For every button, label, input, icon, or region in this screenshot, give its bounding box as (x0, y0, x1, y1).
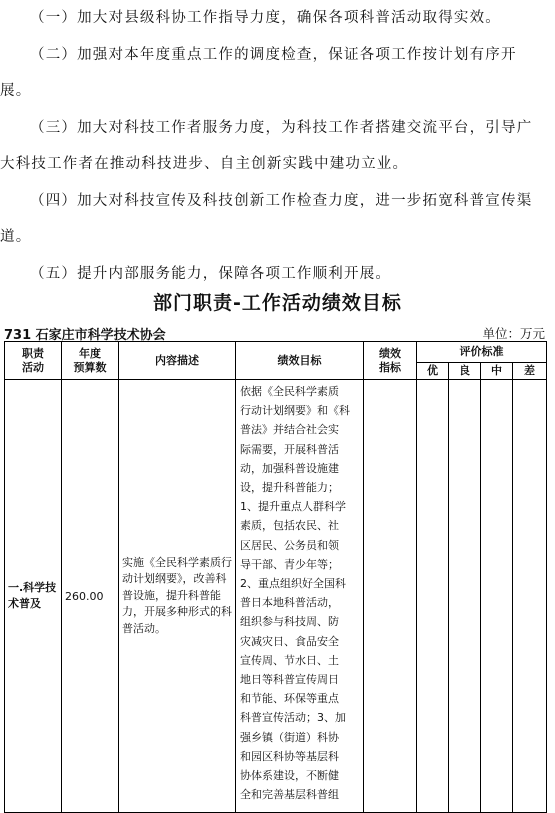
paragraph-5: （五）提升内部服务能力，保障各项工作顺利开展。 (30, 266, 392, 282)
header-grade-good: 良 (449, 363, 481, 380)
header-grade-poor: 差 (513, 363, 547, 380)
cell-grade-medium (481, 380, 513, 813)
section-title: 部门职责-工作活动绩效目标 (153, 292, 402, 314)
cell-grade-good (449, 380, 481, 813)
paragraph-1: （一）加大对县级科协工作指导力度，确保各项科普活动取得实效。 (30, 10, 501, 26)
table-row (5, 380, 547, 813)
paragraph-3: （三）加大对科技工作者服务力度，为科技工作者搭建交流平台，引导广大科技工作者在推动科技进步、自主创新实践中建功立业。 (0, 120, 533, 172)
cell-indicator (364, 380, 417, 813)
header-budget: 年度 预算数 (62, 342, 119, 380)
cell-grade-excellent (417, 380, 449, 813)
header-indicator: 绩效 指标 (364, 342, 417, 380)
header-func: 职责 活动 (5, 342, 62, 380)
cell-budget: 260.00 (62, 380, 119, 813)
header-grade-excellent: 优 (417, 363, 449, 380)
unit-label: 单位：万元 (482, 326, 545, 341)
paragraph-4: （四）加大对科技宣传及科技创新工作检查力度，进一步拓宽科普宣传渠道。 (0, 193, 533, 245)
header-content: 内容描述 (119, 342, 236, 380)
performance-table (4, 341, 547, 813)
cell-grade-poor (513, 380, 547, 813)
paragraph-2: （二）加强对本年度重点工作的调度检查，保证各项工作按计划有序开展。 (0, 47, 517, 99)
cell-goal-text: 依据《全民科学素质 行动计划纲要》和《科 普法》并结合社会实 际需要，开展科普活 动，加强科普设施建 设，提升科普能力； 1、提升重点人群科学 素质，包括农民、社 区居民、公务员和领 导干部、青少年等； 2、重点组织好全国科 普日本地科普活动， 组织参与科技周、防 灾减灾日、食品安全 宣传周、节水日、土 地日等科普宣传周日 和节能、环保等重点 科普宣传活动；3、加 强乡镇（街道）科协 和园区科协等基层科 协体系建设，不断健 全和完善基层科普组 (240, 385, 350, 802)
org-name: 731 石家庄市科学技术协会 (4, 328, 166, 343)
header-grade-medium: 中 (481, 363, 513, 380)
cell-func: 一.科学技术普及 (5, 380, 62, 813)
cell-content: 实施《全民科学素质行动计划纲要》，改善科普设施，提升科普能力，开展多种形式的科普活动。 (119, 380, 236, 813)
header-criteria: 评价标准 (417, 342, 547, 363)
header-goal: 绩效目标 (236, 342, 364, 380)
cell-goal (236, 380, 364, 813)
